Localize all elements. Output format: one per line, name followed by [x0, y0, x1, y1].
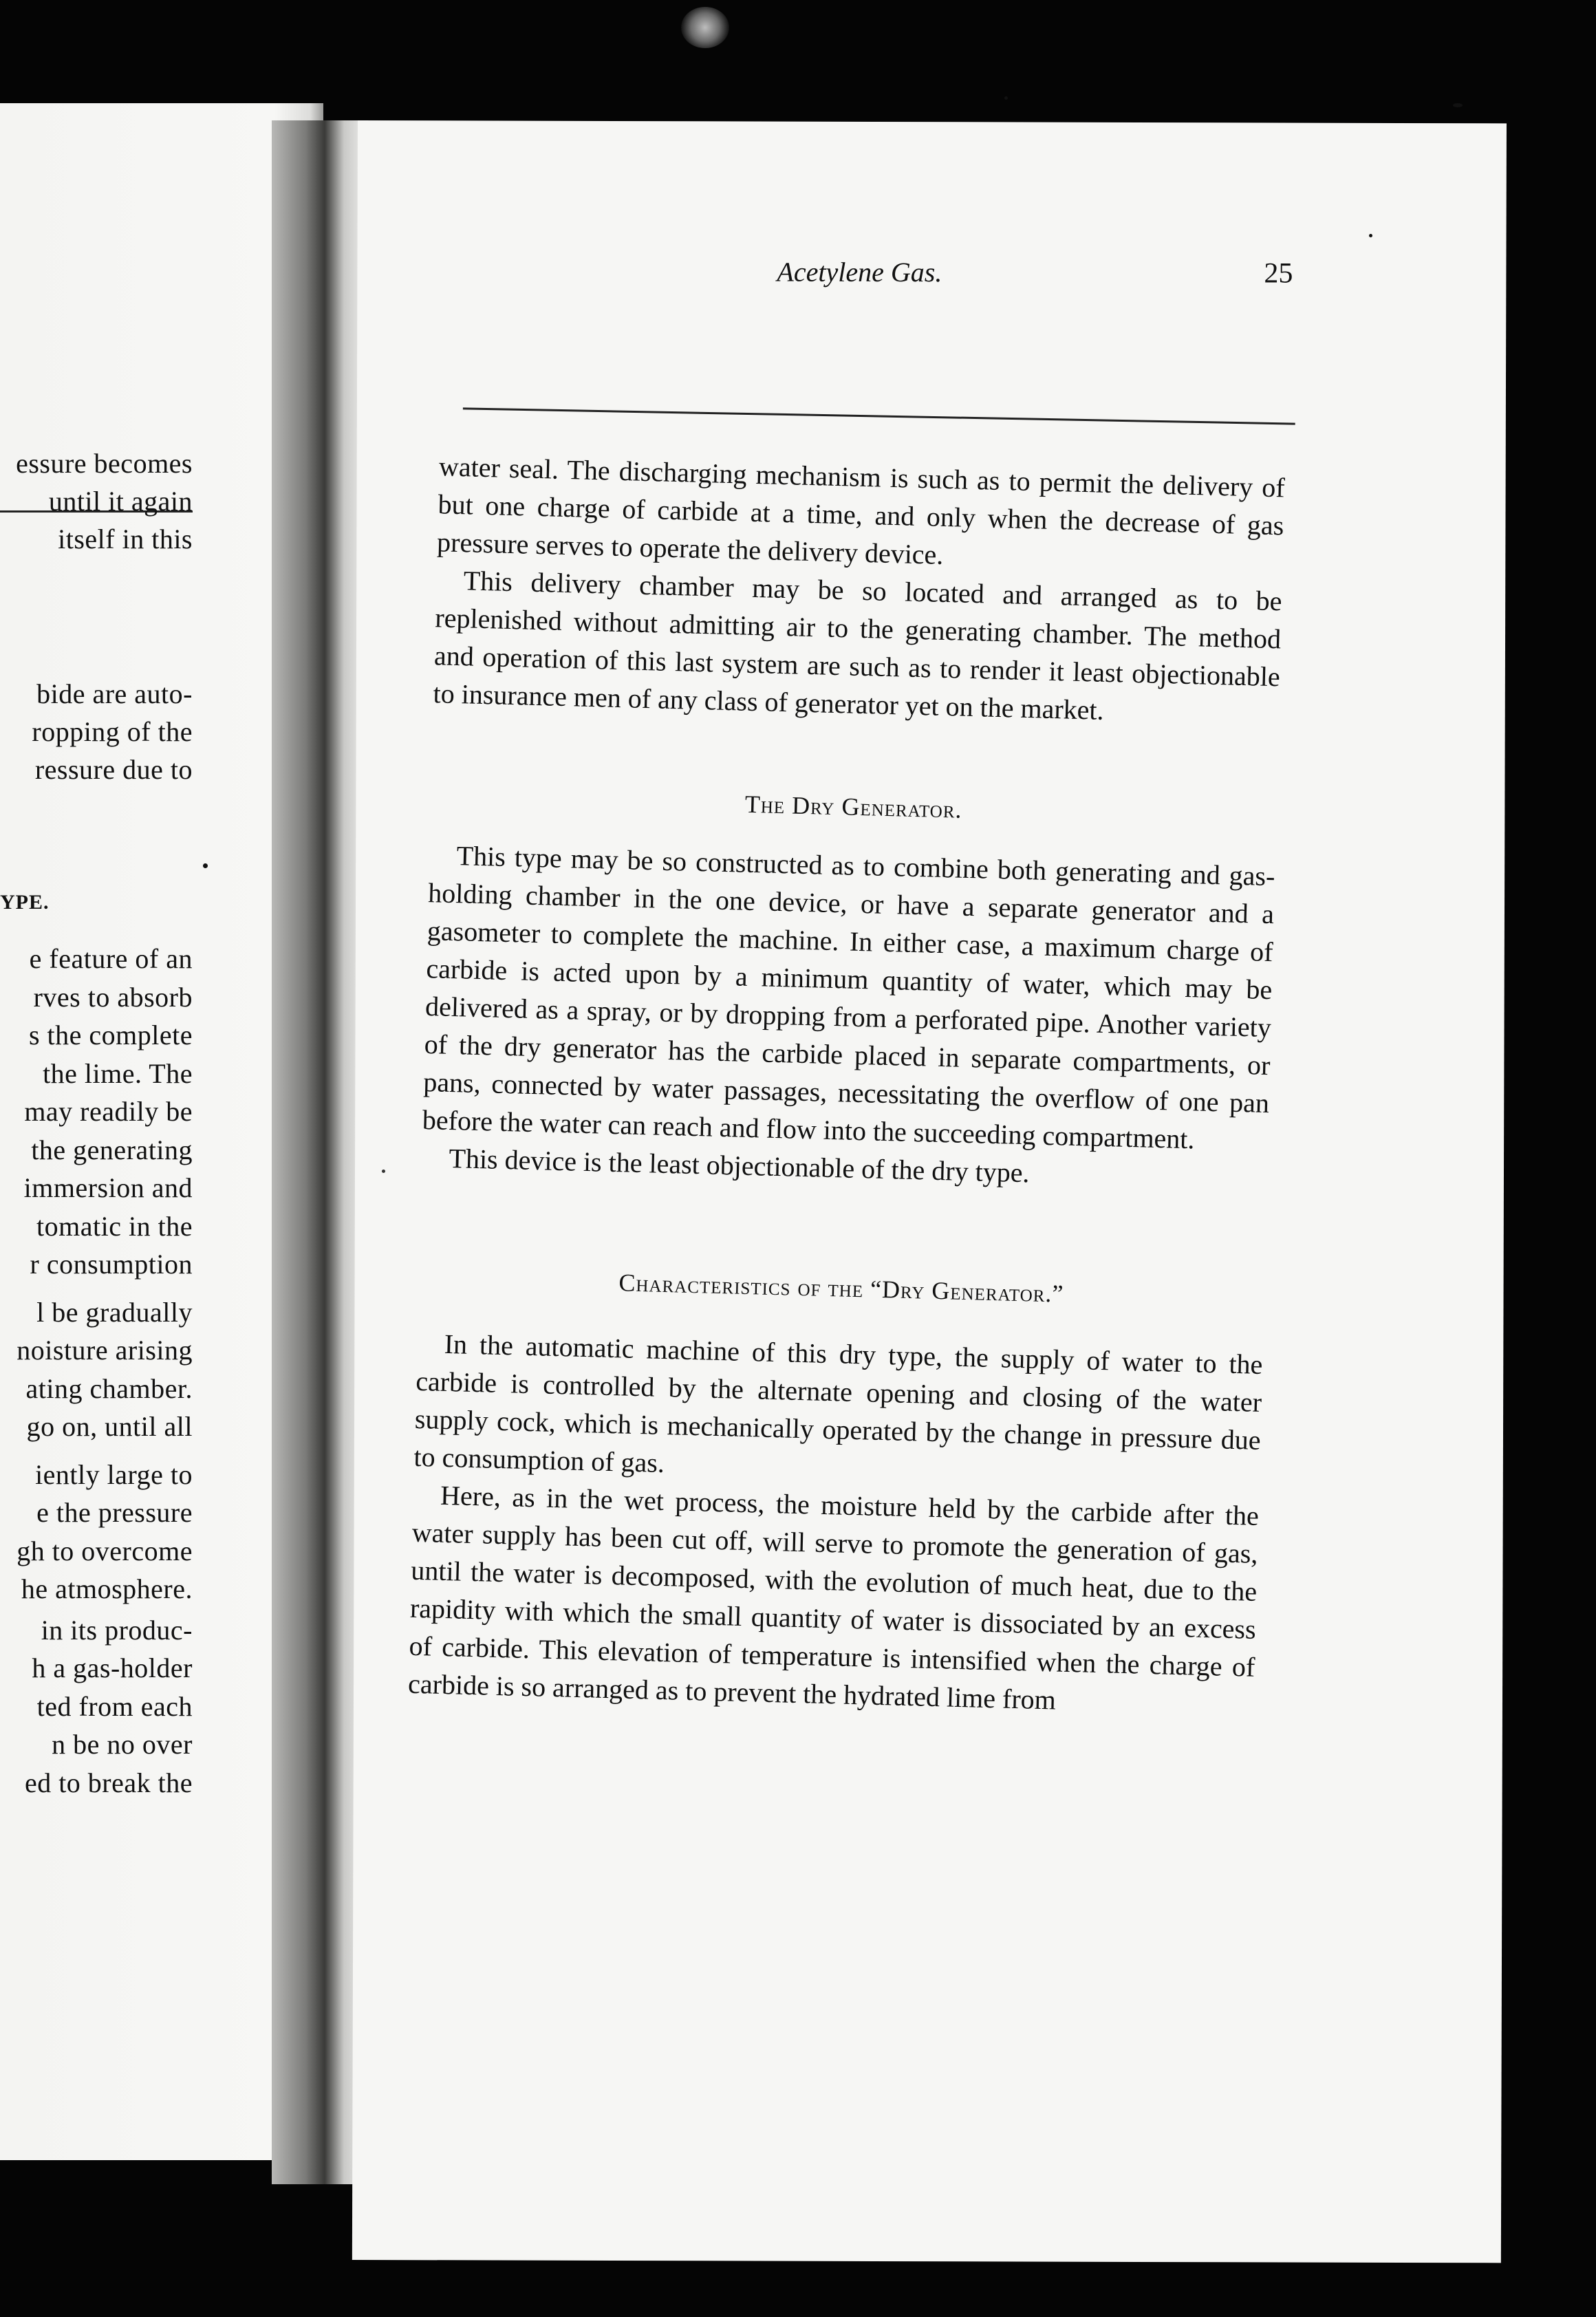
left-page-line: s the complete	[28, 1020, 193, 1050]
body-text	[408, 447, 1286, 1724]
left-page-line: go on, until all	[26, 1411, 193, 1442]
left-page-line: may readily be	[24, 1096, 193, 1127]
left-page-line: iently large to	[35, 1458, 193, 1490]
left-page-line: he atmosphere.	[21, 1573, 193, 1604]
left-page-line: gh to overcome	[17, 1535, 193, 1566]
paragraph: This device is the least objectionable of the dry type.	[449, 1143, 1031, 1189]
section-heading-dry-generator: The Dry Generator.	[744, 790, 963, 823]
left-page-line: ed to break the	[24, 1767, 193, 1798]
left-page-line: until it again	[48, 486, 193, 517]
left-page-line: essure becomes	[16, 448, 193, 479]
left-page-line: the generating	[31, 1134, 193, 1165]
right-page	[352, 120, 1507, 2263]
left-page-line: e feature of an	[29, 943, 193, 974]
left-page-line: h a gas-holder	[32, 1652, 193, 1683]
paragraph: This delivery chamber may be so located and arranged as to be replenished without admitting air to the generating chamber. The method and operation of this last system are such as to render it least objectionable to insurance men of any class of generator yet on the market.	[433, 565, 1283, 726]
left-page-line: noisture arising	[17, 1335, 193, 1366]
left-page-line: the lime. The	[43, 1057, 193, 1089]
header-rule	[463, 407, 1295, 424]
running-title: Acetylene Gas.	[777, 256, 942, 288]
left-page-line: ted from each	[36, 1690, 193, 1722]
paragraph: Here, as in the wet process, the moisture held by the carbide after the water supply has been cut off, will serve to promote the generation of gas, until the water is decomposed, with the evolution of much heat, due to the rapidity with which the small quantity of water is dissociated by an excess of carbide. This elevation of temperature is intensified when the charge of carbide is so arranged as to prevent the hydrated lime from	[407, 1479, 1260, 1716]
paragraph-group-2	[421, 836, 1275, 1198]
left-page-line: itself in this	[58, 524, 193, 554]
running-head	[426, 255, 1293, 319]
section-heading-characteristics: Characteristics of the “Dry Generator.”	[618, 1269, 1064, 1308]
left-page-line: rves to absorb	[33, 981, 193, 1013]
paragraph: This type may be so constructed as to combine both generating and gas-holding chamber in the one device, or have a separate generator and a gasometer to complete the machine. In either case, a maximum charge of carbide is acted upon by a minimum quantity of water, which may be delivered as a spray, or by dropping from a perforated pipe. Another variety of the dry generator has the carbide placed in separate compartments, or pans, connected by water passages, necessitating the overflow of one pan before the water can reach and flow into the succeeding compartment.	[422, 840, 1275, 1155]
page-number: 25	[1264, 257, 1293, 290]
paragraph-group-1	[433, 447, 1285, 733]
left-page-heading-fragment: YPE.	[0, 891, 50, 914]
left-page-line: e the pressure	[36, 1497, 193, 1528]
paragraph: In the automatic machine of this dry type, the supply of water to the carbide is controlled by the alternate opening and closing of the water supply cock, which is mechanically operated by the change in pressure due to consumption of gas.	[413, 1328, 1263, 1479]
left-page-line: ating chamber.	[25, 1372, 193, 1404]
left-page-line: r consumption	[30, 1249, 193, 1280]
left-page-line: bide are auto-	[36, 678, 193, 709]
left-page-line: immersion and	[23, 1172, 193, 1203]
left-page-line: l be gradually	[36, 1296, 193, 1328]
paragraph: water seal. The discharging mechanism is such as to permit the delivery of but one charge of carbide at a time, and only when the decrease of gas pressure serves to operate the delivery device.	[436, 451, 1286, 570]
left-page-line: n be no over	[52, 1729, 193, 1760]
left-page-line: ressure due to	[34, 754, 193, 785]
left-page-line: ropping of the	[32, 716, 193, 747]
left-page-line: tomatic in the	[36, 1210, 193, 1242]
paragraph-group-3	[408, 1324, 1264, 1724]
left-page-line: in its produc-	[41, 1614, 193, 1646]
